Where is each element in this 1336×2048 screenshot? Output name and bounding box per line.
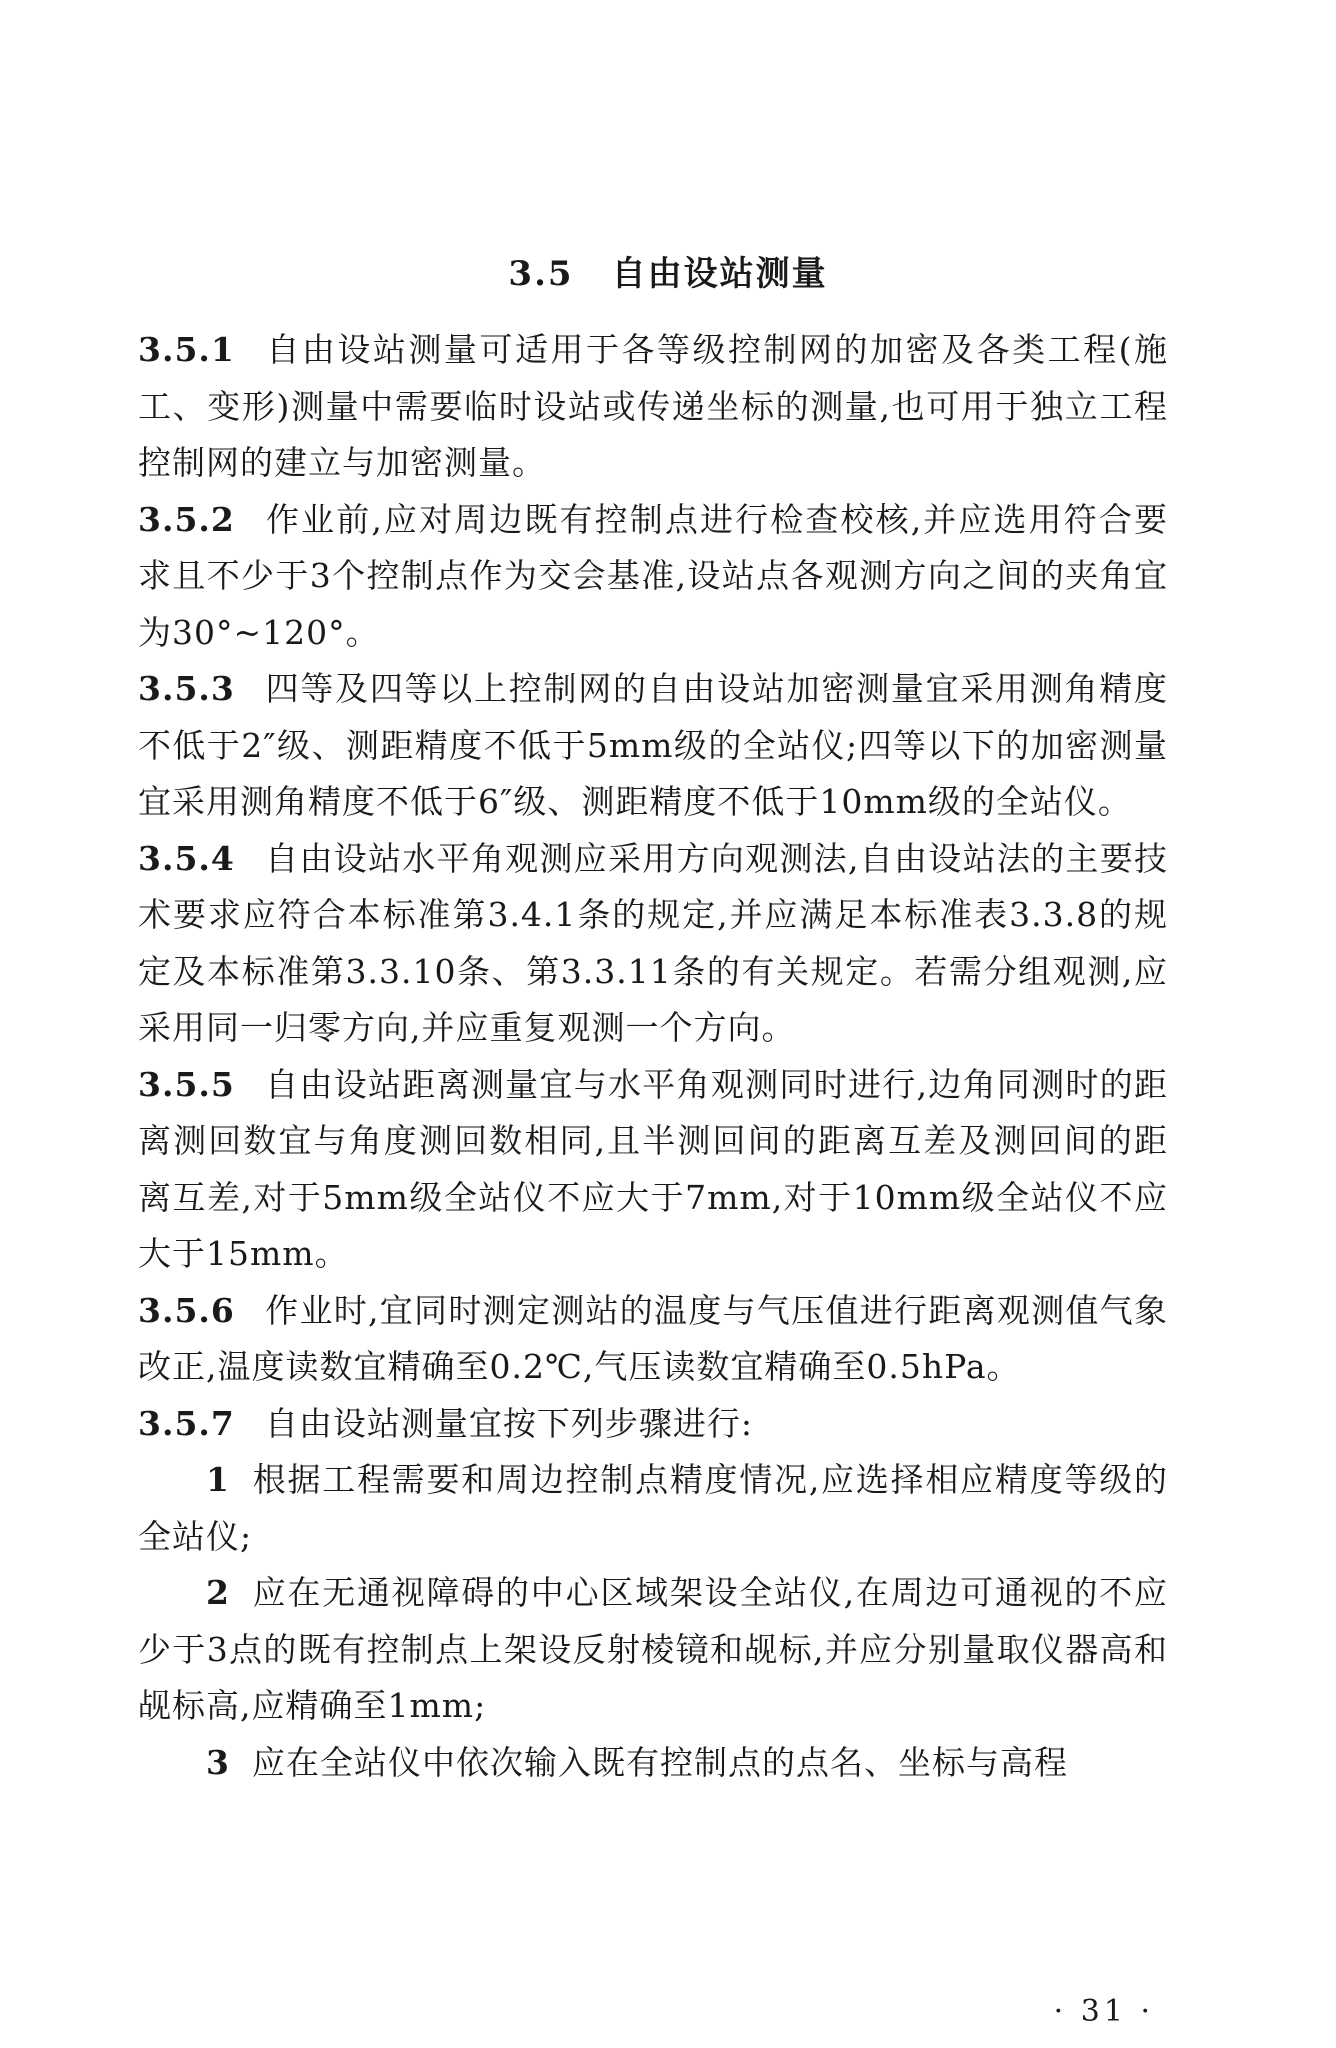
- section-heading: 自由设站测量: [611, 254, 828, 294]
- body-text: [138, 322, 1168, 1791]
- clause-number: 3.5.6: [138, 1290, 235, 1330]
- clause-number: 3.5.2: [138, 499, 235, 539]
- item-text: 应在无通视障碍的中心区域架设全站仪,在周边可通视的不应少于3点的既有控制点上架设反射棱镜和觇标,并应分别量取仪器高和觇标高,应精确至1mm;: [138, 1573, 1168, 1725]
- clause-text: 自由设站测量可适用于各等级控制网的加密及各类工程(施工、变形)测量中需要临时设站或传递坐标的测量,也可用于独立工程控制网的建立与加密测量。: [138, 330, 1168, 482]
- list-item: [138, 1452, 1168, 1565]
- clause-3-5-1: [138, 322, 1168, 492]
- clause-number: 3.5.5: [138, 1064, 235, 1104]
- clause-text: 自由设站水平角观测应采用方向观测法,自由设站法的主要技术要求应符合本标准第3.4.1条的规定,并应满足本标准表3.3.8的规定及本标准第3.3.10条、第3.3.11条的有关规定。若需分组观测,应采用同一归零方向,并应重复观测一个方向。: [138, 838, 1168, 1047]
- clause-text: 作业时,宜同时测定测站的温度与气压值进行距离观测值气象改正,温度读数宜精确至0.2℃,气压读数宜精确至0.5hPa。: [138, 1290, 1168, 1386]
- clause-text: 自由设站测量宜按下列步骤进行:: [264, 1403, 753, 1443]
- clause-3-5-7: [138, 1396, 1168, 1453]
- clause-number: 3.5.4: [138, 838, 235, 878]
- clause-3-5-5: [138, 1057, 1168, 1283]
- clause-3-5-6: [138, 1283, 1168, 1396]
- item-number: 3: [206, 1742, 230, 1782]
- item-text: 根据工程需要和周边控制点精度情况,应选择相应精度等级的全站仪;: [138, 1460, 1168, 1556]
- section-title: [0, 246, 1336, 295]
- clause-number: 3.5.1: [138, 330, 235, 369]
- page-number: · 31 ·: [1053, 1994, 1154, 2029]
- clause-3-5-2: [138, 492, 1168, 662]
- item-text: 应在全站仪中依次输入既有控制点的点名、坐标与高程: [251, 1742, 1068, 1782]
- list-item: [138, 1735, 1168, 1792]
- list-item: [138, 1565, 1168, 1735]
- clause-3-5-4: [138, 831, 1168, 1057]
- clause-3-5-3: [138, 661, 1168, 831]
- clause-text: 作业前,应对周边既有控制点进行检查校核,并应选用符合要求且不少于3个控制点作为交会基准,设站点各观测方向之间的夹角宜为30°~120°。: [138, 499, 1168, 652]
- item-number: 2: [206, 1573, 230, 1612]
- clause-text: 四等及四等以上控制网的自由设站加密测量宜采用测角精度不低于2″级、测距精度不低于5mm级的全站仪;四等以下的加密测量宜采用测角精度不低于6″级、测距精度不低于10mm级的全站仪。: [138, 669, 1168, 821]
- section-number: 3.5: [508, 254, 574, 294]
- clause-number: 3.5.7: [138, 1403, 235, 1443]
- clause-text: 自由设站距离测量宜与水平角观测同时进行,边角同测时的距离测回数宜与角度测回数相同,且半测回间的距离互差及测回间的距离互差,对于5mm级全站仪不应大于7mm,对于10mm级全站仪不应大于15mm。: [138, 1064, 1168, 1273]
- item-number: 1: [206, 1460, 230, 1499]
- clause-number: 3.5.3: [138, 669, 235, 708]
